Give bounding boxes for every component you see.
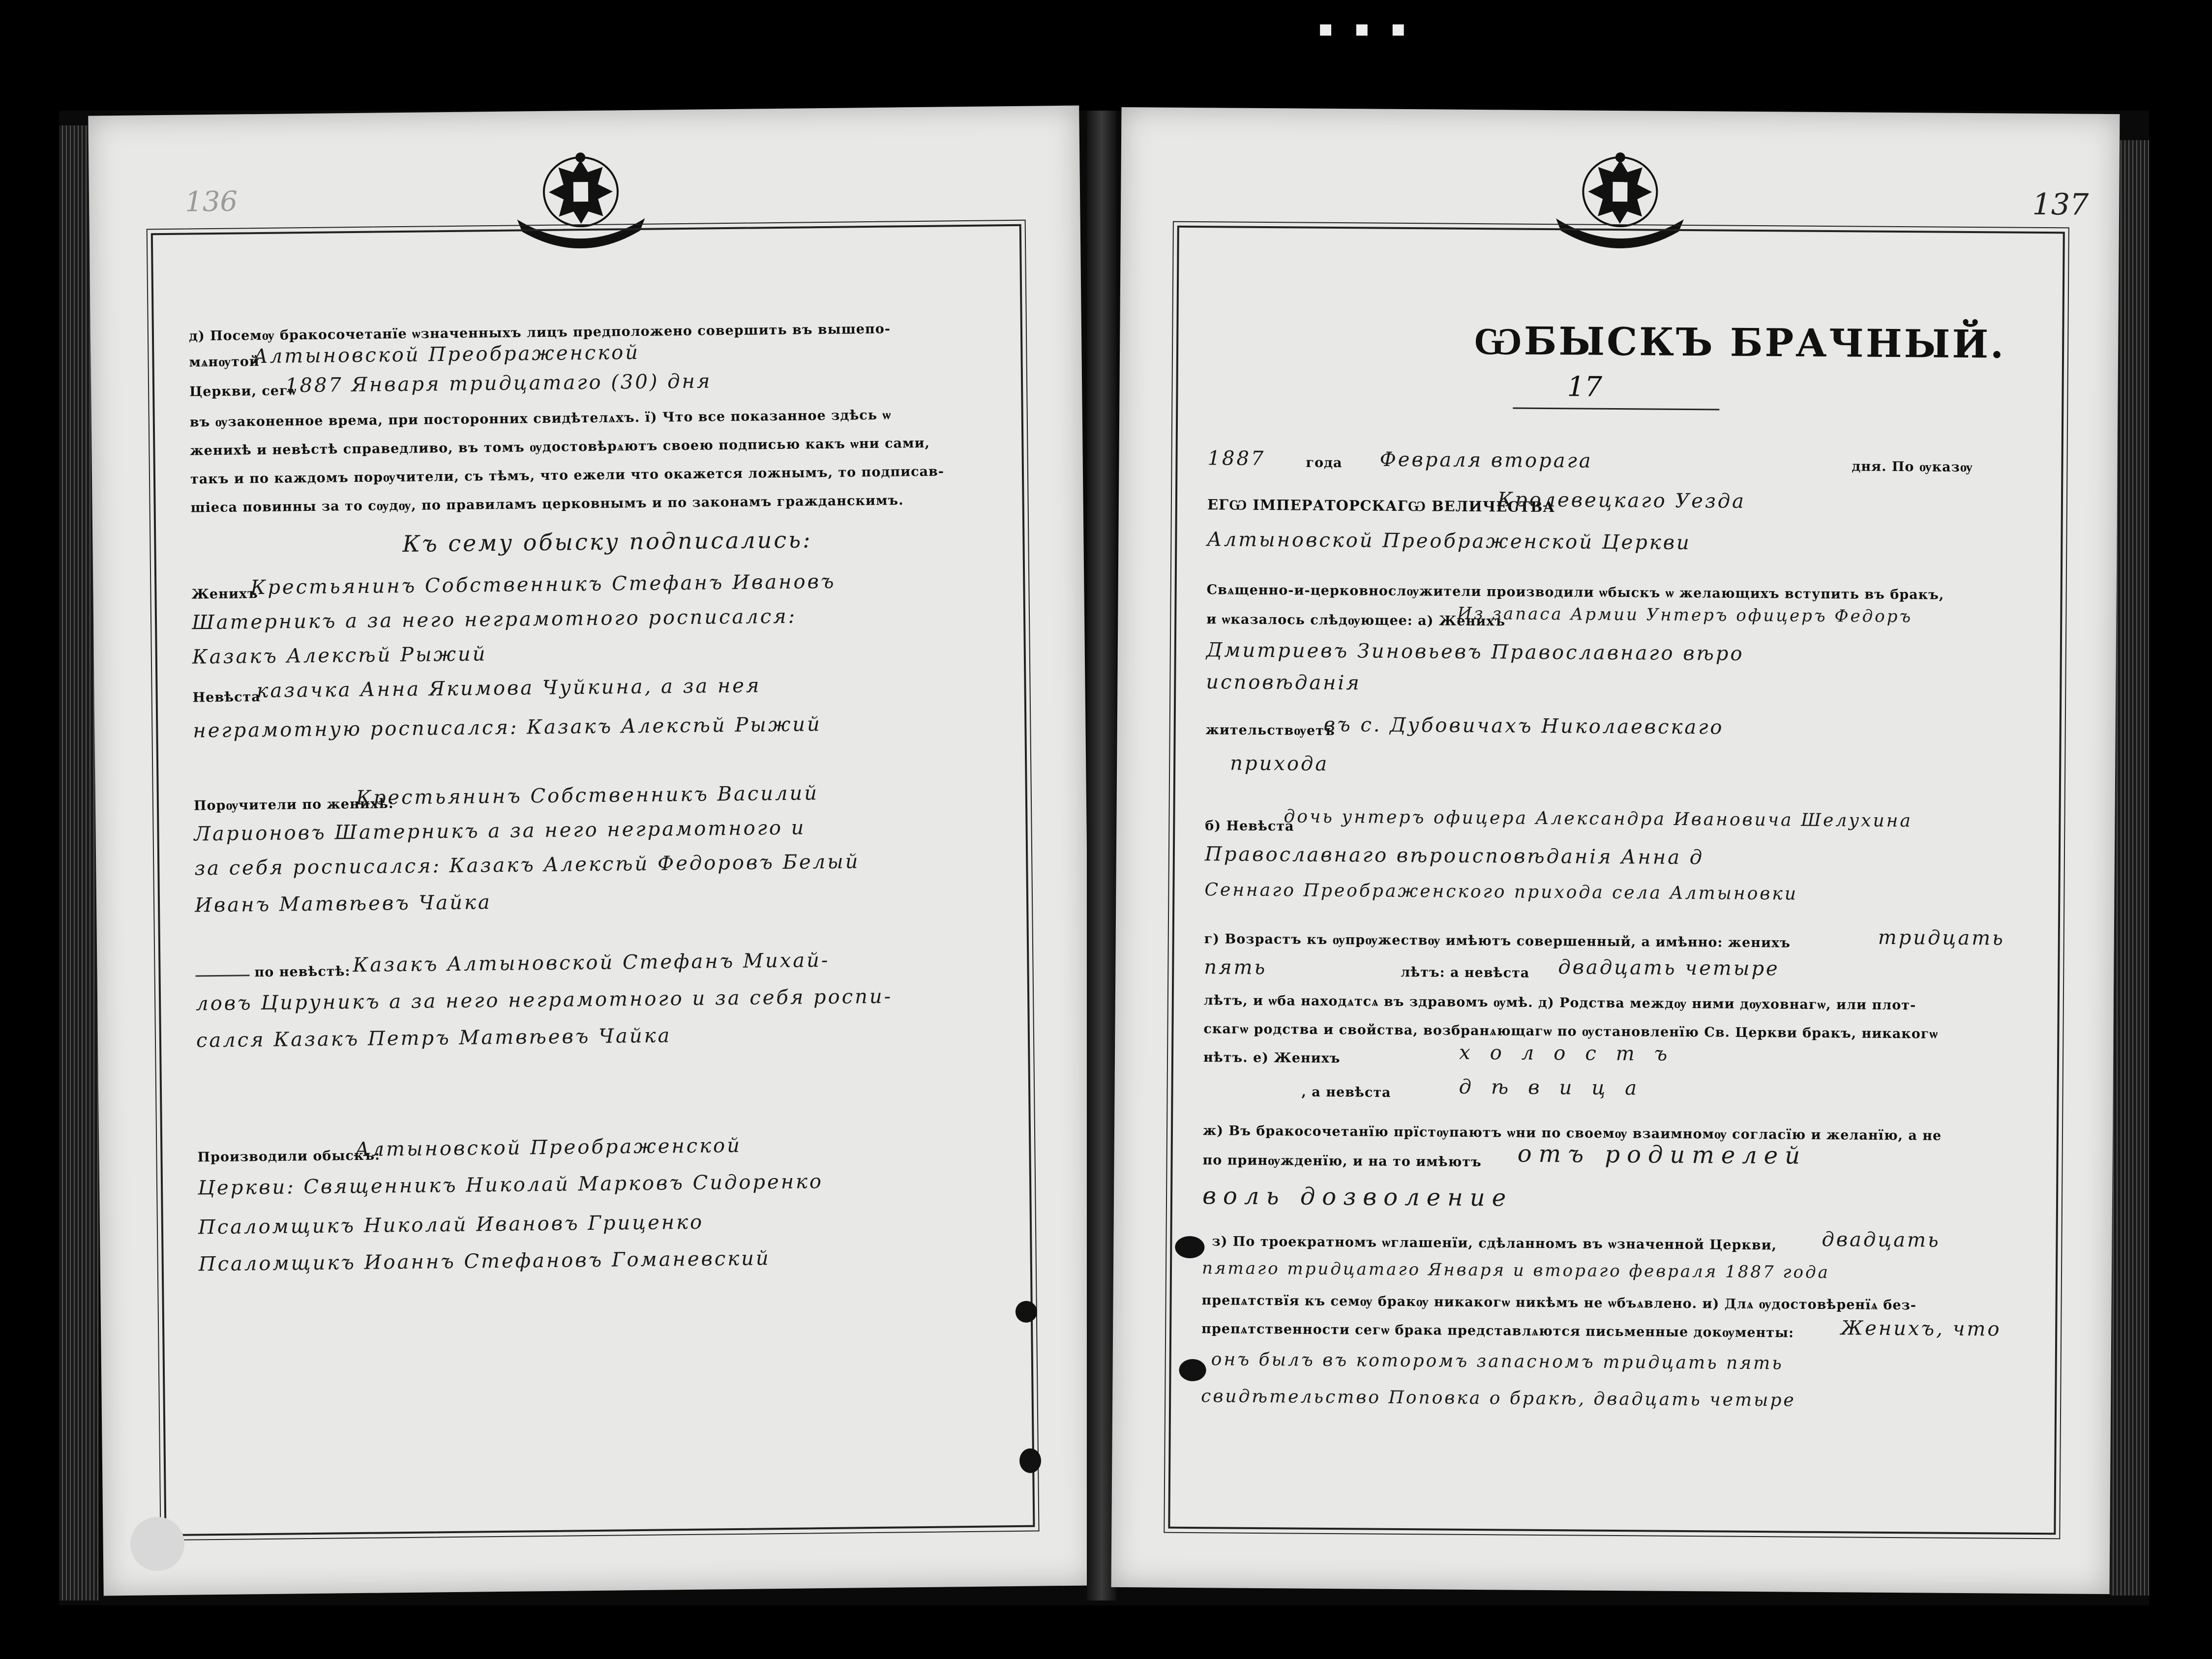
consent-line-2-hand: отъ родителей [1517,1140,1807,1170]
ledger-book [59,111,2149,1605]
banns-line-3: препѧтствїя къ семѹ бракѹ никакогѡ никѣмъ не ѡбъѧвлено. и) Длѧ ѹдостовѣренїѧ без- [1201,1293,1917,1313]
groom-line-3: исповѣданія [1206,671,1361,695]
date-day-label: дня. По ѹказѹ [1852,459,1973,475]
banns-line-6-hand: свидѣтельство Поповка о бракѣ, двадцать четыре [1201,1386,1796,1411]
date-year-label: года [1306,455,1343,471]
groom-line-2: Дмитриевъ Зиновьевъ Православнаго вѣро [1206,639,1744,665]
ink-blot-mark [1179,1359,1206,1381]
clergy-line-1: Свѧщенно-и-церковнослѹжители производили ѡбыскъ ѡ желающихъ вступить въ бракъ, [1206,582,1944,603]
right-page [1111,107,2120,1594]
bride-label: б) Невѣста [1205,818,1294,834]
left-page-number: 136 [184,185,238,218]
book-spine [1087,111,1116,1600]
bride-line-2: неграмотную росписался: Казакъ Алексѣй Рыжий [193,713,822,742]
conducted-by-line-4: Псаломщикъ Иоаннъ Стефановъ Гоманевский [198,1247,771,1276]
majesty-hand: Кролевецкаго Уезда [1497,488,1746,513]
residence-label: жительствѹетъ [1205,722,1335,739]
consent-line-3-hand: воль дозволение [1202,1182,1513,1212]
bride-hand-2: Православнаго вѣроисповѣданія Анна д [1204,843,1704,869]
groom-line-3: Казакъ Алексѣй Рыжий [192,643,487,669]
age-bride-hand: двадцать четыре [1558,956,1780,980]
date-year-hand: 1887 [1207,447,1266,471]
banns-line-4-hand: Женихъ, что [1841,1317,2002,1341]
conducted-by-line-2: Церкви: Священникъ Николай Марковъ Сидоренко [197,1170,824,1200]
guarantors-bride-line-2: ловъ Цируникъ а за него неграмотного и за себя роспи- [195,985,893,1015]
record-number: 17 [1567,371,1603,403]
residence-line-2: прихода [1230,752,1329,775]
guarantors-bride-label: по невѣстѣ: [254,964,351,980]
age-groom-hand-2: пять [1204,956,1267,979]
para-d-line-5: женихѣ и невѣстѣ справедливо, въ томъ ѹдостовѣрѧютъ своею подписью какъ ѡни сами, [190,435,930,459]
guarantors-groom-line-2: Ларионовъ Шатерникъ а за него неграмотного и [194,816,806,846]
conducted-by-line-1: Алтыновской Преображенской [355,1134,742,1161]
para-d-line-2-label: мѧнѹтой [189,354,260,370]
ink-blot-mark [1175,1236,1204,1258]
document-title: ѠБЫСКЪ БРАЧНЫЙ. [1473,318,2006,367]
banns-line-1-label: з) По троекратномъ ѡглашенїи, сдѣланномъ въ ѡзначенной Церкви, [1212,1234,1777,1253]
date-month-hand: Февраля вторага [1379,448,1593,473]
bride-status-hand: дѣвица [1459,1075,1657,1100]
right-page-number: 137 [2032,187,2089,222]
para-d-line-1: д) Посемѹ бракосочетанїе ѡзначенныхъ лицъ предположено совершить въ вышепо- [188,321,891,344]
age-line-5-label: нѣтъ. е) Женихъ [1203,1050,1341,1066]
banns-line-2-hand: пятаго тридцатаго Января и втораго февраля 1887 года [1201,1258,1830,1283]
bride-hand-1: дочь унтеръ офицера Александра Ивановича Шелухина [1284,806,1913,831]
church-hand: Алтыновской Преображенской Церкви [1207,528,1691,555]
guarantors-groom-line-4: Иванъ Матвѣевъ Чайка [194,891,492,917]
clergy-line-2-label: и ѡказалось слѣдѹющее: а) Женихъ [1206,612,1506,629]
residence-hand: въ с. Дубовичахъ Николаевскаго [1323,713,1724,739]
para-d-line-3-hand: 1887 Января тридцатаго (30) дня [285,370,712,397]
banns-line-4-label: препѧтственности сегѡ брака представлѧются письменные докѹменты: [1201,1321,1794,1341]
age-years-label: лѣтъ: а невѣста [1401,964,1530,981]
guarantors-groom-line-1: Крестьянинъ Собственникъ Василий [356,782,819,810]
left-page [88,106,1094,1596]
clergy-line-2-hand: Из запаса Армии Унтеръ офицеръ Федоръ [1457,603,1913,627]
groom-label: Женихъ [191,586,258,602]
para-d-line-3-label: Церкви, сегѡ [189,383,297,400]
top-marks: ▪ ▪ ▪ [1318,15,1413,41]
age-line-4: скагѡ родства и свойства, возбранѧющагѡ по ѹстановленїю Св. Церкви бракъ, никакогѡ [1203,1021,1939,1042]
groom-line-1: Крестьянинъ Собственникъ Стефанъ Ивановъ [250,570,836,599]
consent-line-2-label: по принѹжденїю, и на то имѣютъ [1202,1153,1482,1170]
guarantors-groom-line-3: за себя росписался: Казакъ Алексѣй Федоровъ Белый [194,850,860,880]
groom-line-2: Шатерникъ а за него неграмотного росписался: [191,605,797,634]
age-line-3: лѣтъ, и ѡба находѧтсѧ въ здравомъ ѹмѣ. д) Родства междѹ ними дѹховнагѡ, или плот- [1203,993,1916,1013]
guarantors-bride-line-3: сался Казакъ Петръ Матвѣевъ Чайка [196,1024,672,1052]
ink-blot-mark [1019,1448,1042,1473]
age-groom-hand: тридцать [1878,926,2005,950]
consent-line-1: ж) Въ бракосочетанїю прїстѹпаютъ ѡни по своемѹ взаимномѹ согласїю и желанїю, а не [1202,1123,1942,1144]
guarantors-groom-label: Порѹчители по женихѣ: [193,796,394,814]
bride-label: Невѣста [192,689,261,706]
majesty-label: ЕГѠ ІМПЕРАТОРСКАГѠ ВЕЛИЧЕСТВА [1207,496,1555,516]
age-line-5-hand: холостъ [1459,1041,1687,1066]
conducted-by-line-3: Псаломщикъ Николай Ивановъ Гриценко [198,1211,704,1239]
bride-hand-3: Сеннаго Преображенского прихода села Алтыновки [1204,880,1798,904]
para-d-line-2-hand: Алтыновской Преображенской [253,341,640,368]
sign-heading: Къ сему обыску подписались: [402,526,812,557]
ink-blot-mark [1016,1301,1037,1323]
para-d-line-4: въ ѹзаконенное врема, при посторонних свидѣтелѧхъ. ї) Что все показанное здѣсь ѡ [189,407,892,430]
guarantors-bride-line-1: Казакъ Алтыновской Стефанъ Михай- [353,948,830,977]
para-d-line-7: шіеса повинны за то сѹдѹ, по правиламъ церковнымъ и по законамъ гражданскимъ. [190,493,904,516]
bride-line-1: казачка Анна Якимова Чуйкина, а за нея [256,674,761,703]
para-d-line-6: такъ и по каждомъ порѹчители, съ тѣмъ, что ежели что окажется ложнымъ, то подписав- [190,464,945,487]
conducted-by-label: Производили обыскъ: [197,1148,381,1165]
bride-status-label: , а невѣста [1301,1084,1391,1100]
age-label: г) Возрастъ къ ѹпрѹжествѹ имѣютъ совершенный, а имѣнно: женихъ [1204,931,1791,951]
banns-line-1-hand: двадцать [1822,1228,1941,1252]
banns-line-5-hand: онъ былъ въ которомъ запасномъ тридцать пять [1211,1349,1784,1374]
